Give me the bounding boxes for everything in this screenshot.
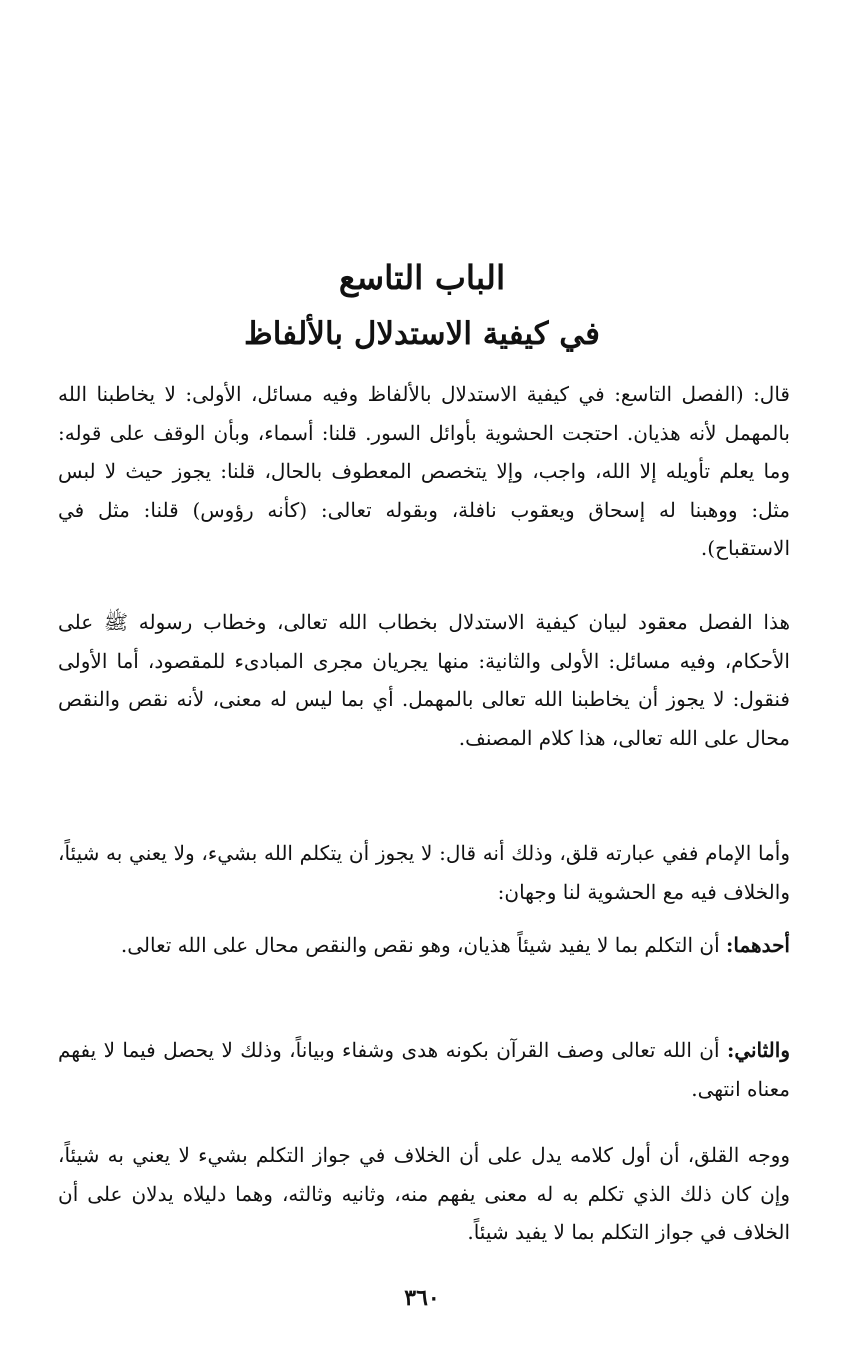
paragraph-commentary: هذا الفصل معقود لبيان كيفية الاستدلال بخطاب الله تعالى، وخطاب رسوله ﷺ على الأحكام، وفيه مسائل: الأولى والثانية: منها يجريان مجرى المبادىء للمقصود، أما الأولى فنقول: لا يجوز أن يخاطبنا الله تعالى بالمهمل. أي بما ليس له معنى، لأنه نقص والنقص محال على الله تعالى، هذا كلام المصنف. xyxy=(58,610,790,750)
paragraph-imam: وأما الإمام ففي عبارته قلق، وذلك أنه قال: لا يجوز أن يتكلم الله بشيء، ولا يعني به شيئاً، والخلاف فيه مع الحشوية لنا وجهان: xyxy=(58,841,791,904)
paragraph-second-argument xyxy=(58,1031,790,1108)
paragraph-quote: قال: (الفصل التاسع: في كيفية الاستدلال بالألفاظ وفيه مسائل، الأولى: لا يخاطبنا الله بالمهمل لأنه هذيان. احتجت الحشوية بأوائل السور. قلنا: أسماء، وبأن الوقف على قوله: وما يعلم تأويله إلا الله، واجب، وإلا يتخصص المعطوف بالحال، قلنا: يجوز حيث لا لبس مثل: ووهبنا له إسحاق ويعقوب نافلة، وبقوله تعالى: (كأنه رؤوس) قلنا: مثل في الاستقباح). xyxy=(58,382,790,560)
second-argument-lead: والثاني: xyxy=(726,1038,790,1062)
first-argument-lead: أحدهما: xyxy=(725,933,790,957)
chapter-subtitle: في كيفية الاستدلال بالألفاظ xyxy=(244,316,600,352)
paragraph-first-argument xyxy=(58,926,790,965)
chapter-title: الباب التاسع xyxy=(338,258,506,297)
paragraph-objection: ووجه القلق، أن أول كلامه يدل على أن الخلاف في جواز التكلم بشيء لا يعني به شيئاً، وإن كان ذلك الذي تكلم به له معنى يفهم منه، وثانيه وثالثه، وهما دليلاه يدلان على أن الخلاف في جواز التكلم بما لا يفيد شيئاً. xyxy=(58,1143,790,1244)
page-number: ٣٦٠ xyxy=(404,1285,440,1311)
first-argument-text: أن التكلم بما لا يفيد شيئاً هذيان، وهو نقص والنقص محال على الله تعالى. xyxy=(120,933,726,957)
second-argument-text: أن الله تعالى وصف القرآن بكونه هدى وشفاء وبياناً، وذلك لا يحصل فيما لا يفهم معناه انتهى. xyxy=(58,1038,790,1101)
